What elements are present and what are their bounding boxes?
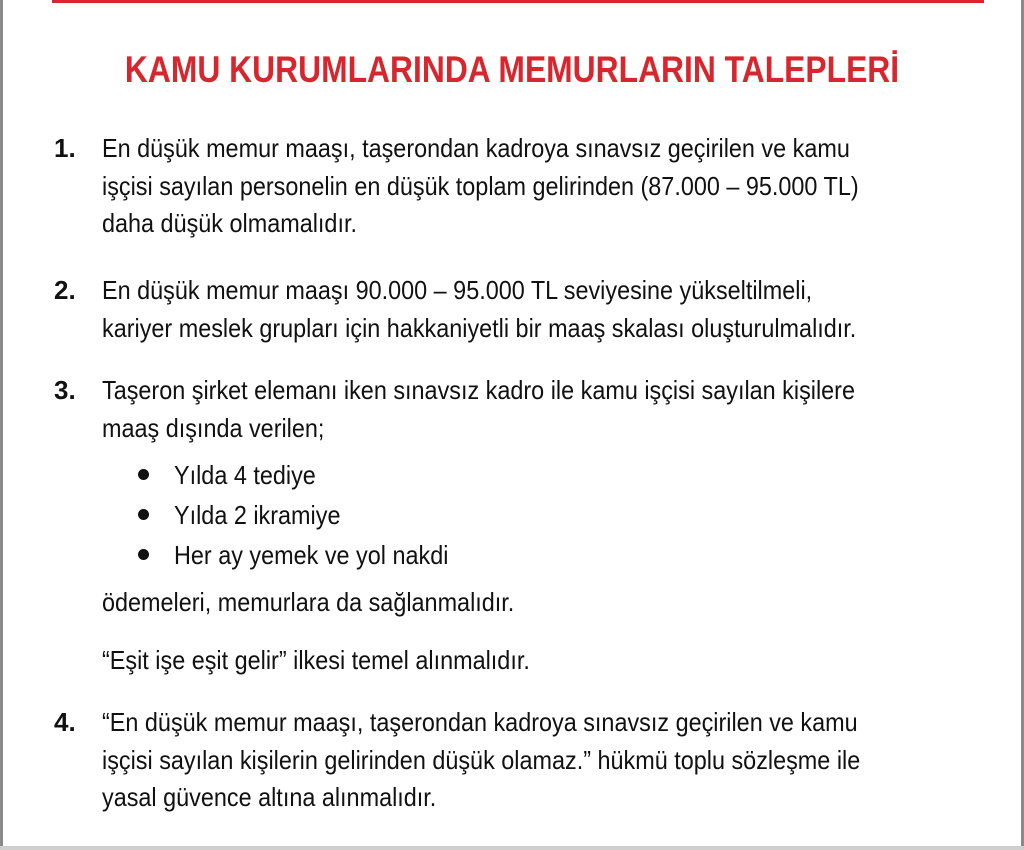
item-line: daha düşük olmamalıdır. xyxy=(102,208,357,238)
item-text xyxy=(102,272,903,347)
bullet-dot-icon xyxy=(138,509,149,520)
item-number: 2. xyxy=(54,275,76,305)
page-title: KAMU KURUMLARINDA MEMURLARIN TALEPLERİ xyxy=(124,49,900,90)
item-line: kariyer meslek grupları için hakkaniyetli bir maaş skalası oluşturulmalıdır. xyxy=(102,312,857,343)
item-line: işçisi sayılan personelin en düşük toplam gelirinden (87.000 – 95.000 TL) xyxy=(102,170,859,201)
bullet-dot-icon xyxy=(138,469,149,480)
bullet-dot-icon xyxy=(138,549,149,560)
bullet-text: Yılda 4 tediye xyxy=(174,460,316,490)
item-line: “En düşük memur maaşı, taşerondan kadroya sınavsız geçirilen ve kamu xyxy=(102,707,858,737)
item-number: 1. xyxy=(54,133,76,163)
item-text xyxy=(102,704,903,817)
item-3-after-text: ödemeleri, memurlara da sağlanmalıdır. xyxy=(102,587,515,617)
bullet-text: Yılda 2 ikramiye xyxy=(174,500,341,530)
item-line: maaş dışında verilen; xyxy=(102,412,325,443)
item-line: Taşeron şirket elemanı iken sınavsız kadro ile kamu işçisi sayılan kişilere xyxy=(102,375,856,405)
item-number: 3. xyxy=(54,375,76,405)
item-number: 4. xyxy=(54,707,76,737)
item-line: En düşük memur maaşı, taşerondan kadroya sınavsız geçirilen ve kamu xyxy=(102,133,850,163)
item-text xyxy=(102,372,903,447)
item-line: En düşük memur maaşı 90.000 – 95.000 TL seviyesine yükseltilmeli, xyxy=(102,275,813,305)
item-line: işçisi sayılan kişilerin gelirinden düşük olamaz.” hükmü toplu sözleşme ile xyxy=(102,744,861,775)
top-red-rule xyxy=(52,0,984,3)
page-border-left xyxy=(0,0,3,850)
item-line: yasal güvence altına alınmalıdır. xyxy=(102,782,437,812)
item-text xyxy=(102,130,903,243)
item-3-principle-text: “Eşit işe eşit gelir” ilkesi temel alınmalıdır. xyxy=(102,645,530,675)
bullet-text: Her ay yemek ve yol nakdi xyxy=(174,540,449,570)
bottom-rule xyxy=(0,846,1024,850)
